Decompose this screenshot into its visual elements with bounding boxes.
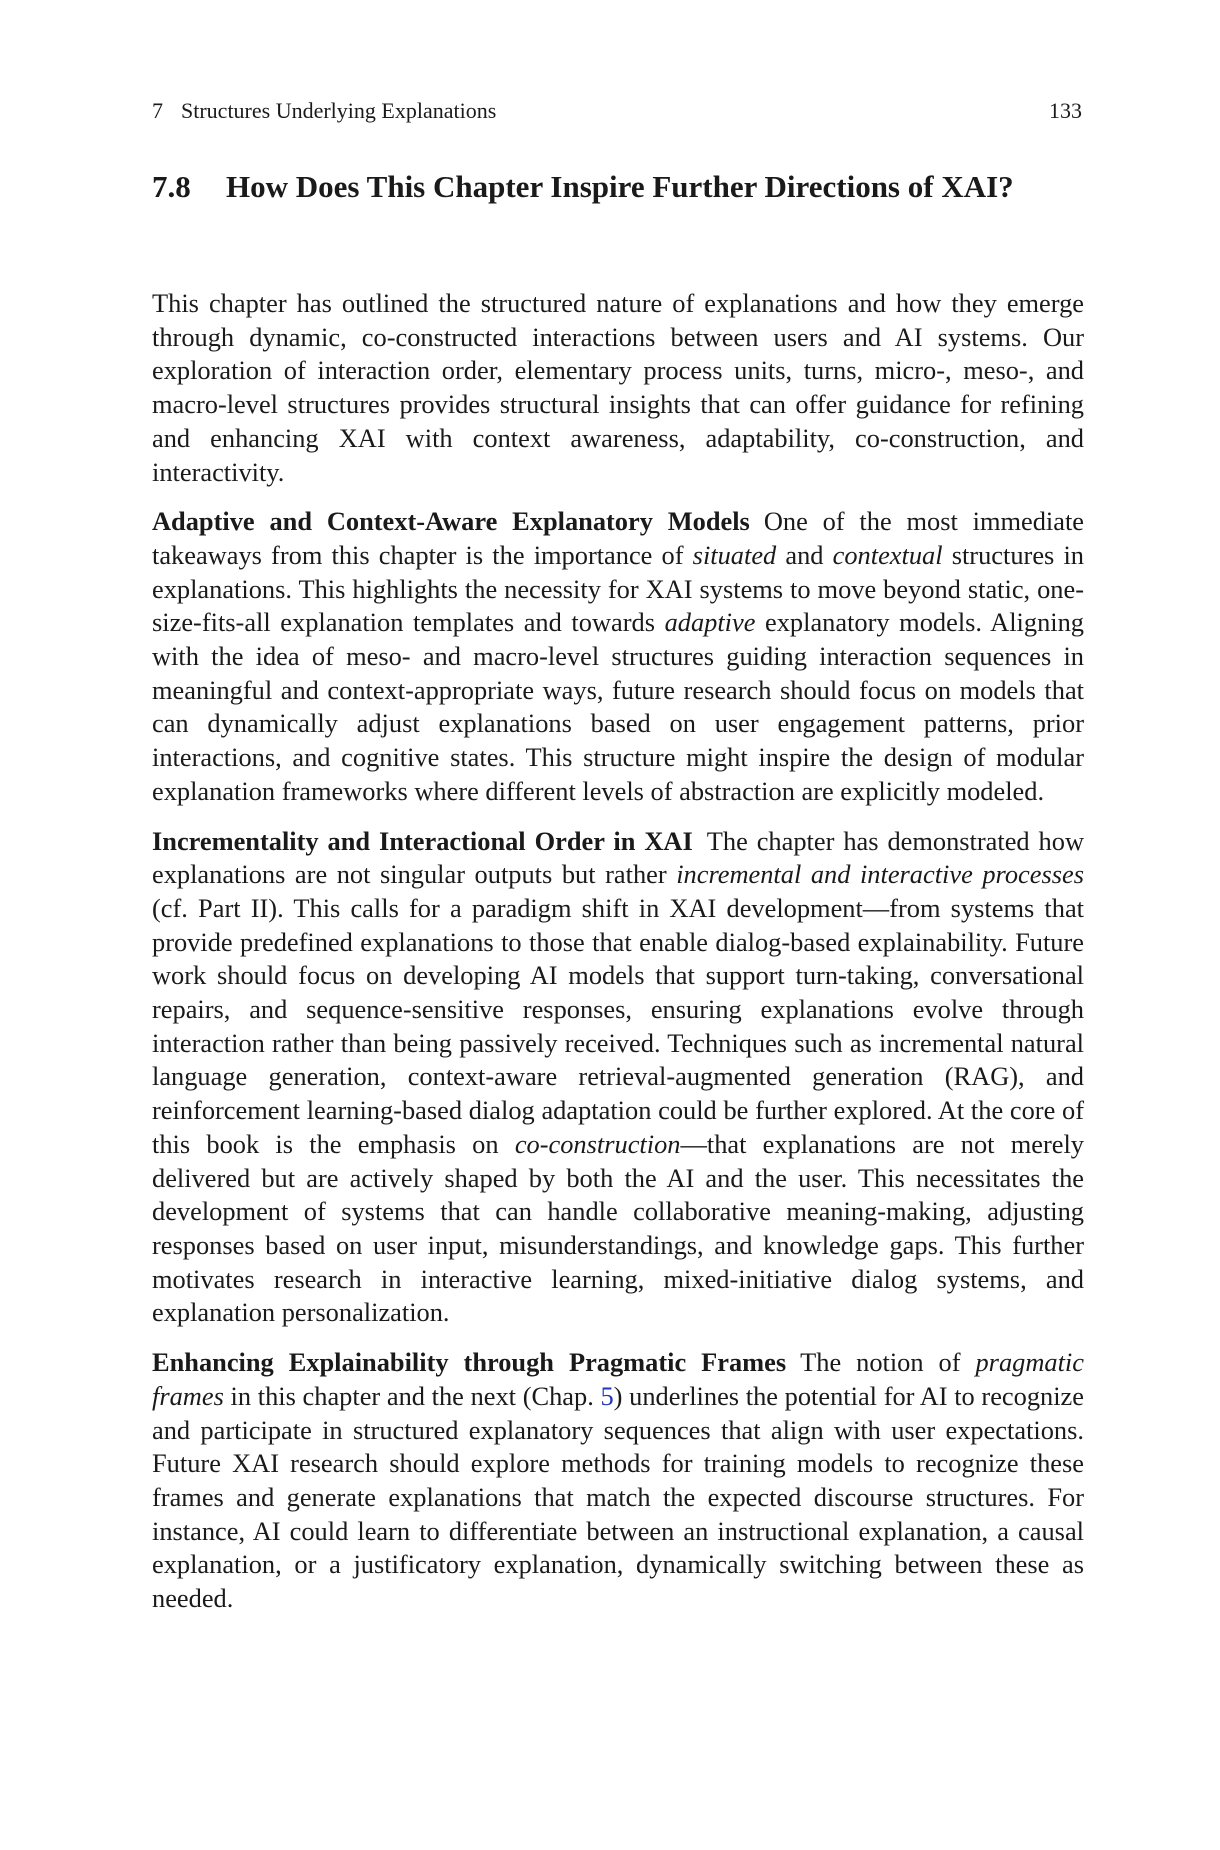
pragmatic-paragraph xyxy=(152,1346,1084,1616)
text-run: explanatory models. Aligning with the idea of meso- and macro-level structures guiding interaction sequences in meaningful and context-appropriate ways, future research should focus on models that can dynamically adjust explanations based on user engagement patterns, prior interactions, and cognitive states. This structure might inspire the design of modular explanation frameworks where different levels of abstraction are explicitly modeled. xyxy=(152,607,1084,806)
adaptive-paragraph xyxy=(152,505,1084,808)
paragraph-title: Enhancing Explainability through Pragmatic Frames xyxy=(152,1347,787,1378)
text-run: The chapter has demonstrated how explanations are not singular outputs but rather xyxy=(152,825,1085,890)
text-run: in this chapter and the next (Chap. xyxy=(223,1380,601,1411)
text-run: structures in explanations. This highlights the necessity for XAI systems to move beyond static, one-size-fits-all explanation templates and towards xyxy=(152,539,1084,638)
page-number: 133 xyxy=(1049,98,1082,123)
intro-paragraph: This chapter has outlined the structured nature of explanations and how they emerge through dynamic, co-constructed interactions between users and AI systems. Our exploration of interaction order, elementary process units, turns, micro-, meso-, and macro-level structures provides structural insights that can offer guidance for refining and enhancing XAI with context awareness, adaptability, co-construction, and interactivity. xyxy=(152,288,1084,487)
body-text xyxy=(152,287,1084,1632)
text-run: —that explanations are not merely delivered but are actively shaped by both the AI and the user. This necessitates the development of systems that can handle collaborative meaning-making, adjusting responses based on user input, misunderstandings, and knowledge gaps. This further motivates research in interactive learning, mixed-initiative dialog systems, and explanation personalization. xyxy=(152,1128,1084,1328)
chapter-reference-link[interactable]: 5 xyxy=(600,1380,614,1411)
chapter-title: Structures Underlying Explanations xyxy=(181,98,497,123)
emphasis: co-construction xyxy=(514,1128,681,1159)
text-run: The notion of xyxy=(800,1347,976,1378)
emphasis: adaptive xyxy=(664,607,756,638)
paragraph-title: Incrementality and Interactional Order in XAI xyxy=(152,825,693,856)
section-title: How Does This Chapter Inspire Further Directions of XAI? xyxy=(226,169,1014,204)
emphasis: pragmatic frames xyxy=(152,1347,1084,1411)
text-run: (cf. Part II). This calls for a paradigm shift in XAI development—from systems that provide predefined explanations to those that enable dialog-based explainability. Future work should focus on developing AI models that support turn-taking, conversational repairs, and sequence-sensitive responses, ensuring explanations evolve through interaction rather than being passively received. Techniques such as incremental natural language generation, context-aware retrieval-augmented generation (RAG), and reinforcement learning-based dialog adaptation could be further explored. At the core of this book is the emphasis on xyxy=(152,892,1084,1159)
emphasis: situated xyxy=(692,539,777,570)
section-number: 7.8 xyxy=(152,169,191,204)
running-head xyxy=(152,98,1082,124)
emphasis: contextual xyxy=(832,539,943,570)
emphasis: incremental and interactive processes xyxy=(676,859,1084,890)
section-heading xyxy=(152,168,1082,206)
paragraph-title: Adaptive and Context-Aware Explanatory Models xyxy=(152,506,750,537)
chapter-number: 7 xyxy=(152,98,163,123)
text-run: ) underlines the potential for AI to recognize and participate in structured explanatory sequences that align with user expectations. Future XAI research should explore methods for training models to recognize these frames and generate explanations that match the expected discourse structures. For instance, AI could learn to differentiate between an instructional explanation, a causal explanation, or a justificatory explanation, dynamically switching between these as needed. xyxy=(152,1380,1084,1614)
text-run: and xyxy=(776,539,833,570)
incrementality-paragraph xyxy=(152,825,1084,1331)
text-run: One of the most immediate takeaways from this chapter is the importance of xyxy=(152,506,1084,570)
running-head-left xyxy=(152,98,496,124)
